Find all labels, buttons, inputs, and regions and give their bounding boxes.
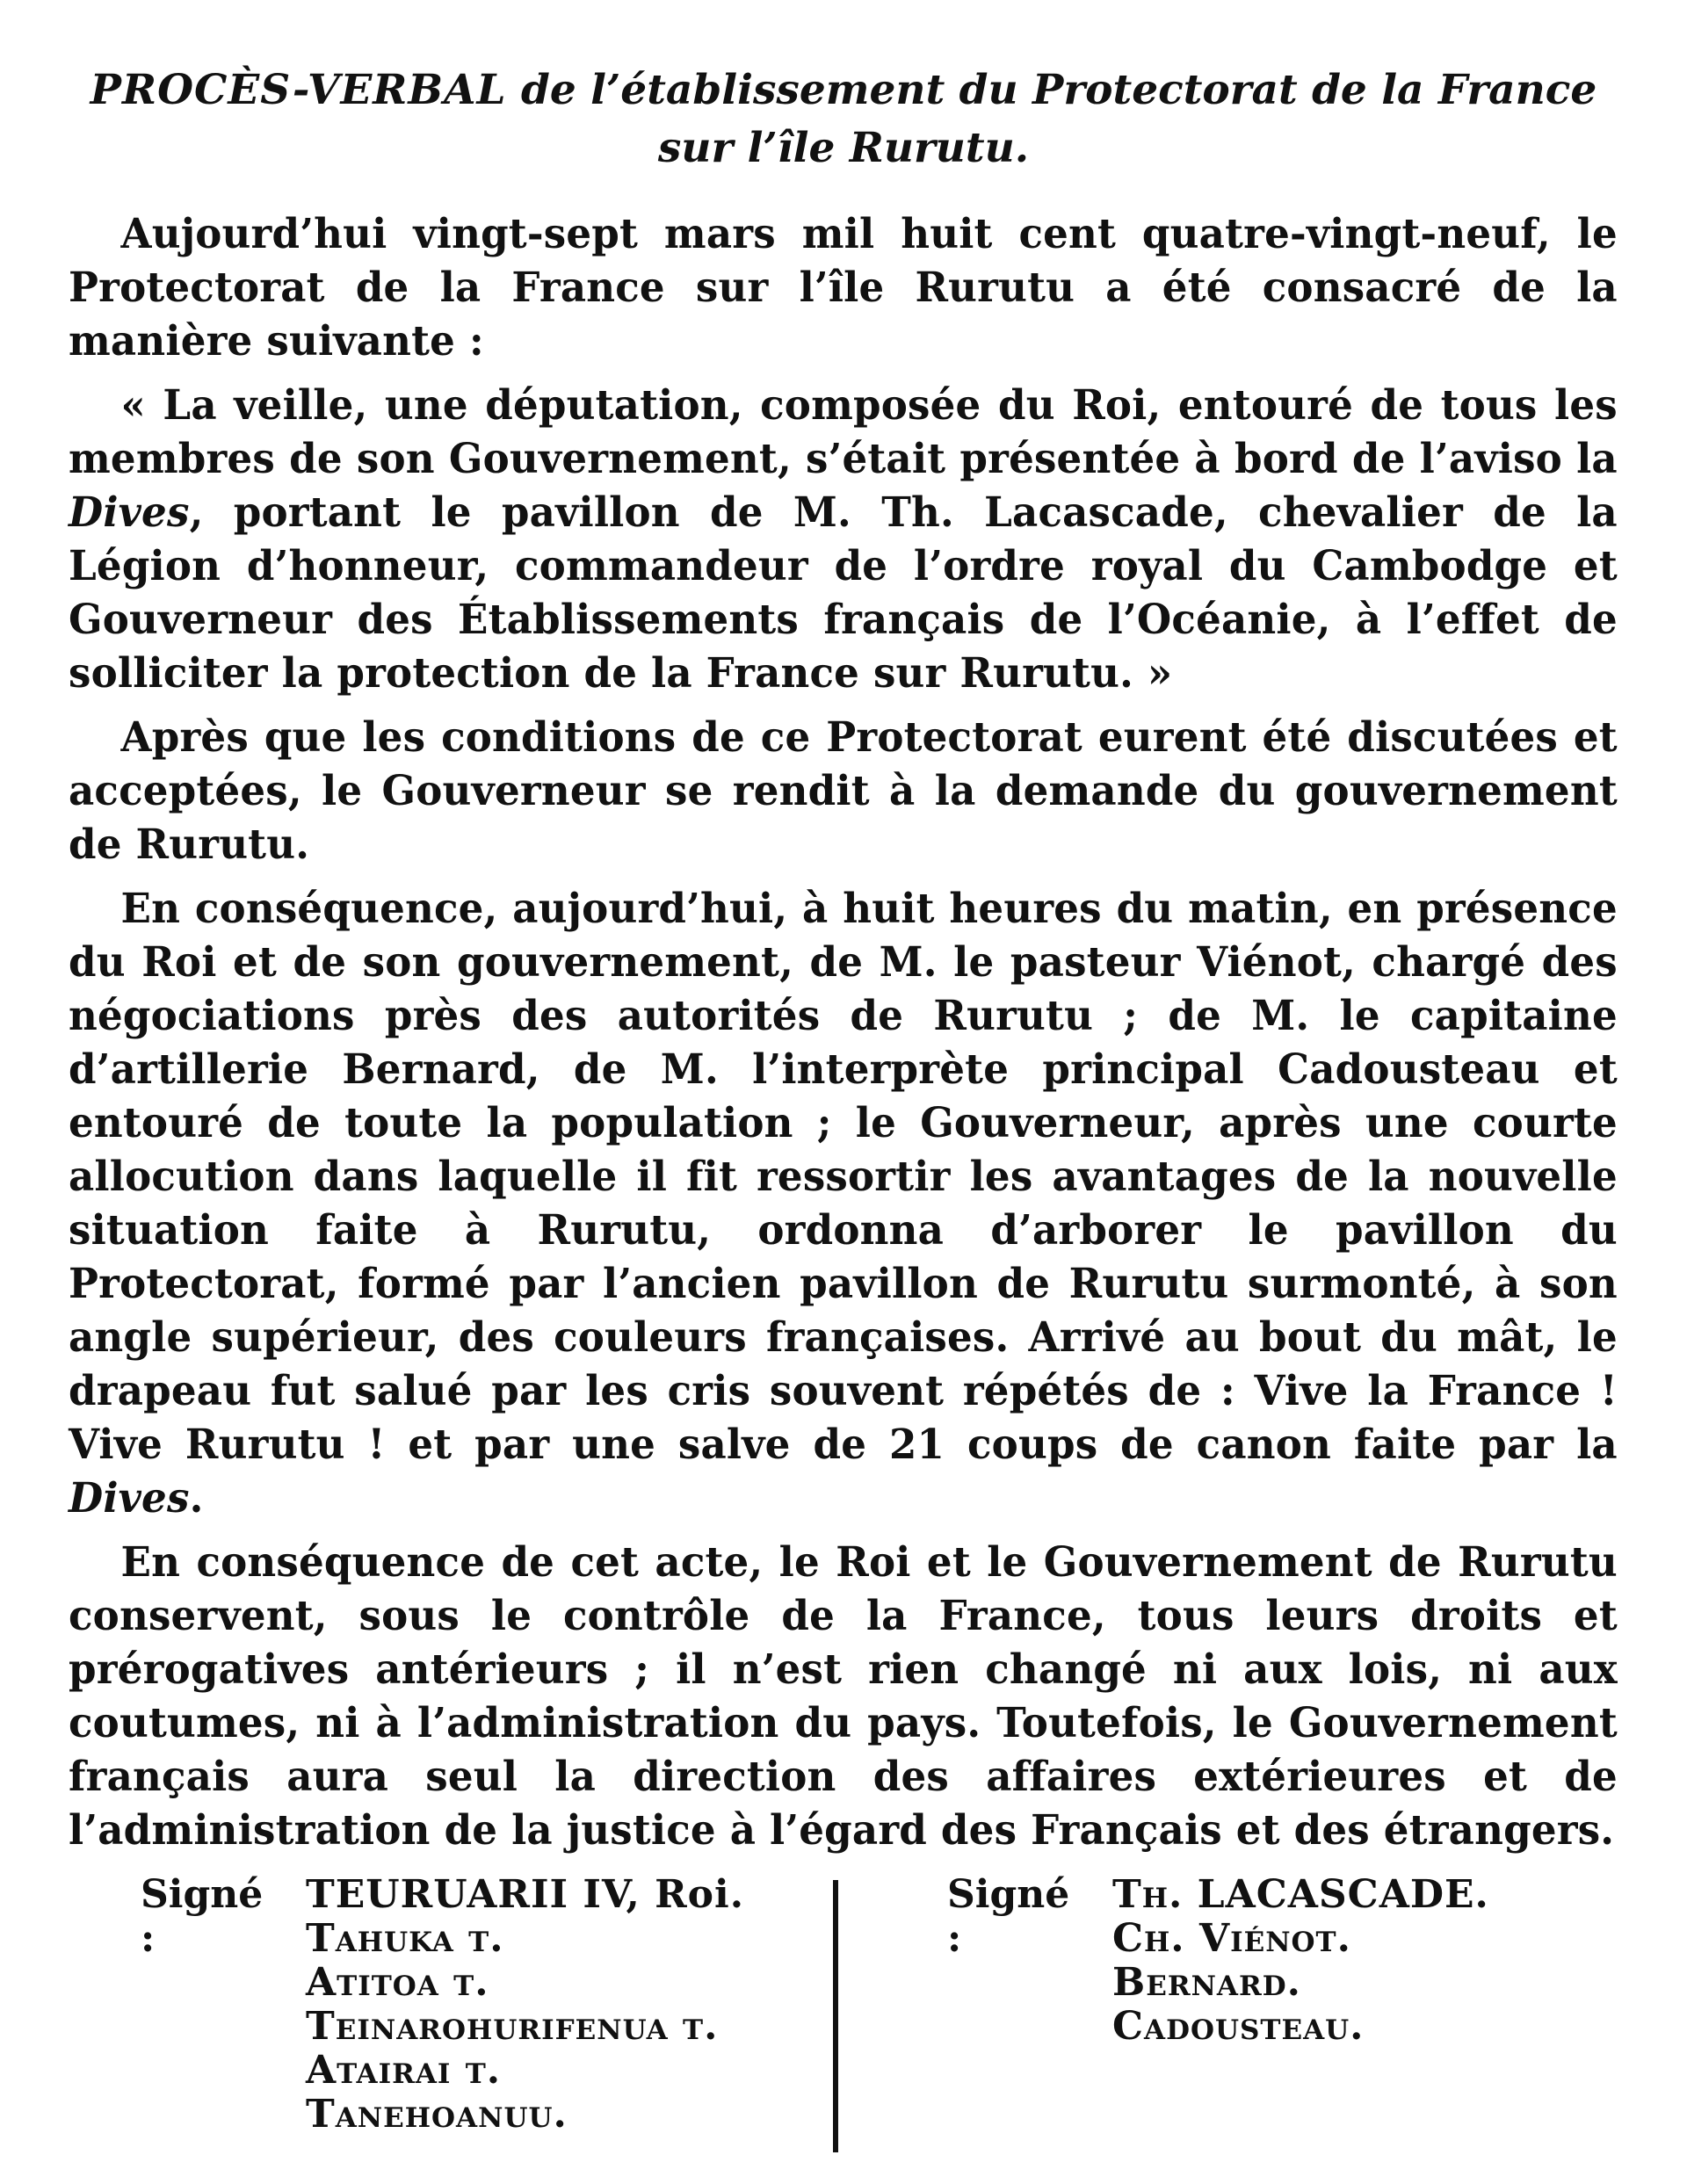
paragraph-1: Aujourd’hui vingt-sept mars mil huit cent quatre-vingt-neuf, le Protectorat de la France sur l’île Rurutu a été consacré de la manière suivante : — [69, 210, 1618, 365]
signatory-name: Tanehoanuu. — [306, 2092, 568, 2137]
signed-label: Signé : — [141, 1872, 264, 1961]
title-rest: de l’établissement du Protectorat de la France — [506, 66, 1597, 114]
signatory-name: Atairai t. — [306, 2048, 502, 2093]
signatory-name: Th. LACASCADE. — [1112, 1872, 1489, 1917]
paragraph-3: Après que les conditions de ce Protectorat eurent été discutées et acceptées, le Gouverneur se rendit à la demande du gouvernement de Rurutu. — [69, 713, 1618, 869]
title-lead: PROCÈS-VERBAL — [90, 66, 507, 114]
paragraph-4 — [69, 882, 1618, 1525]
signatory-name: Ch. Viénot. — [1112, 1916, 1351, 1961]
paragraph-2-part-a: « La veille, une députation, composée du Roi, entouré de tous les membres de son Gouvernement, s’était présentée à bord de l’aviso la — [69, 381, 1618, 483]
signature-divider — [833, 1880, 838, 2152]
paragraph-4-part-b: . — [189, 1474, 204, 1522]
paragraph-4-part-a: En conséquence, aujourd’hui, à huit heures du matin, en présence du Roi et de son gouvernement, de M. le pasteur Viénot, chargé des négociations près des autorités de Rurutu ; de M. le capitaine d’artillerie Bernard, de M. l’interprète principal Cadousteau et entouré de toute la population ; le Gouverneur, après une courte allocution dans laquelle il fit ressortir les avantages de la nouvelle situation faite à Rurutu, ordonna d’arborer le pavillon du Protectorat, formé par l’ancien pavillon de Rurutu surmonté, à son angle supérieur, des couleurs françaises. Arrivé au bout du mât, le drapeau fut salué par les cris souvent répétés de : Vive la France ! Vive Rurutu ! et par une salve de 21 coups de canon faite par la — [69, 885, 1618, 1469]
document-title — [69, 61, 1618, 177]
ship-name: Dives — [69, 1474, 190, 1522]
title-line-2: sur l’île Rurutu. — [657, 124, 1030, 172]
signatory-name: Teinarohurifenua t. — [306, 2004, 719, 2049]
ship-name: Dives — [69, 488, 190, 537]
signatory-name: Bernard. — [1112, 1960, 1301, 2005]
signature-block — [69, 1873, 1618, 2172]
paragraph-2 — [69, 379, 1618, 700]
title-line-1 — [91, 66, 1597, 114]
signatory-name: Tahuka t. — [306, 1916, 504, 1961]
paragraph-5: En conséquence de cet acte, le Roi et le Gouvernement de Rurutu conservent, sous le contrôle de la France, tous leurs droits et prérogatives antérieurs ; il n’est rien changé ni aux lois, ni aux coutumes, ni à l’administration du pays. Toutefois, le Gouvernement français aura seul la direction des affaires extérieures et de l’administration de la justice à l’égard des Français et des étrangers. — [69, 1538, 1618, 1855]
signatory-name: Atitoa t. — [306, 1960, 489, 2005]
signatory-list-right — [1112, 1873, 1489, 2049]
document-page — [69, 61, 1618, 2172]
document-body — [69, 207, 1618, 1857]
signed-label: Signé : — [947, 1872, 1070, 1961]
signatory-list-left — [306, 1873, 744, 2137]
signatory-name: Cadousteau. — [1112, 2004, 1365, 2049]
paragraph-2-part-b: , portant le pavillon de M. Th. Lacascade, chevalier de la Légion d’honneur, commandeur de l’ordre royal du Cambodge et Gouverneur des Établissements français de l’Océanie, à l’effet de solliciter la protection de la France sur Rurutu. » — [69, 488, 1618, 698]
signatory-name: TEURUARII IV, Roi. — [306, 1872, 745, 1917]
